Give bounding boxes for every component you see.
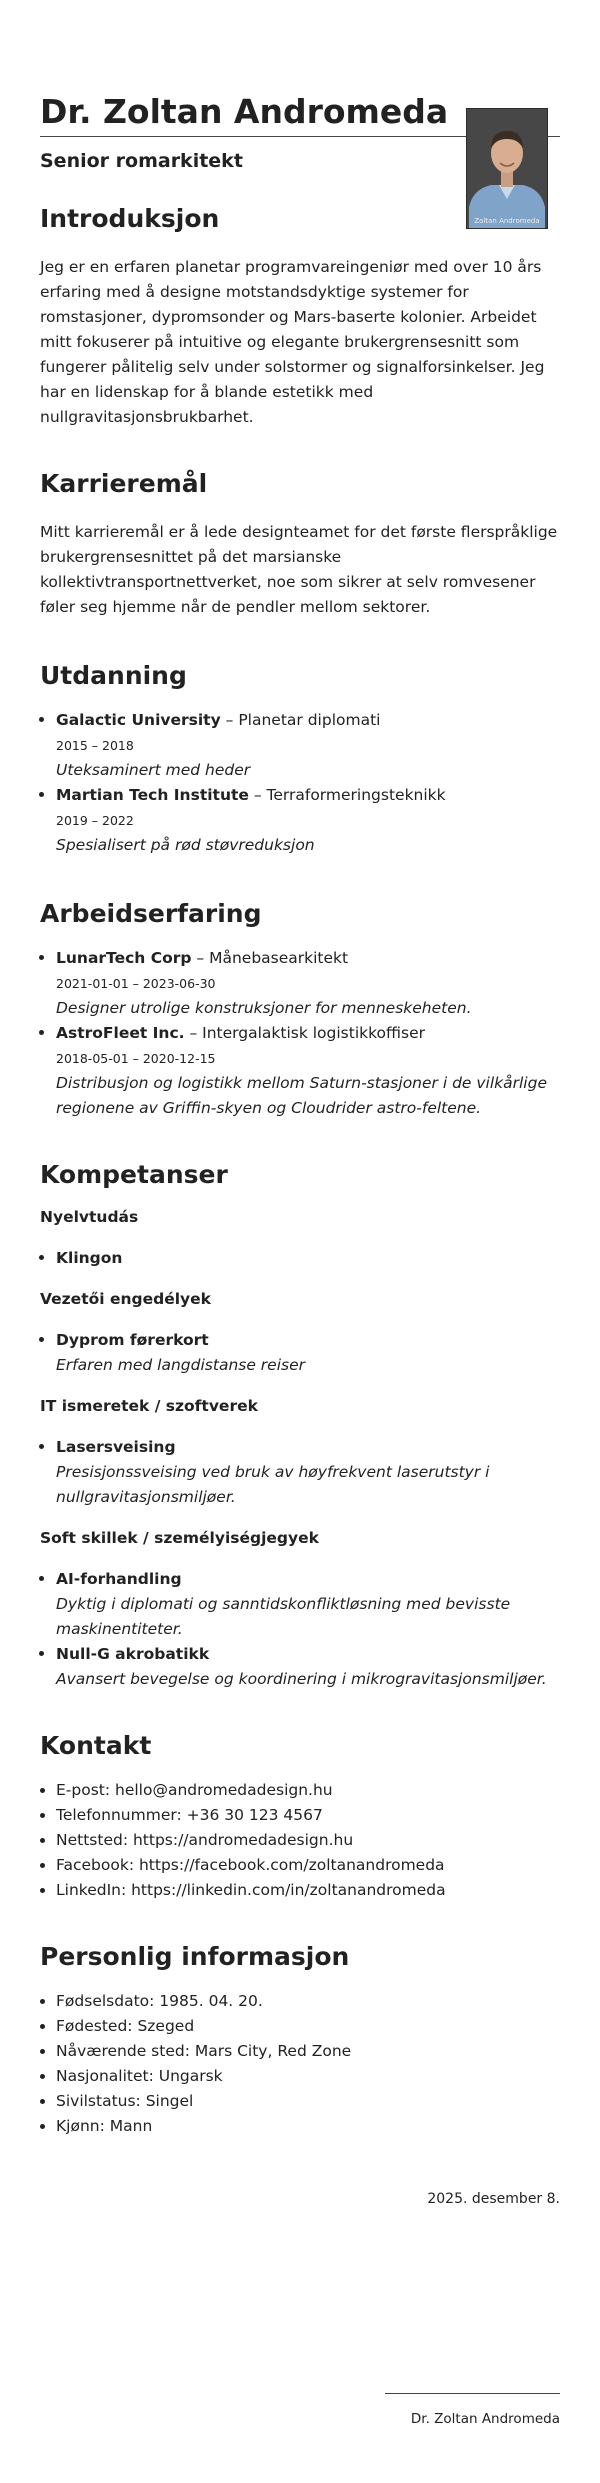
- role: – Intergalaktisk logistikkoffiser: [189, 1024, 425, 1042]
- current-location: • Nåværende sted: Mars City, Red Zone: [56, 2039, 560, 2064]
- goals-heading: Karrieremål: [40, 469, 208, 498]
- skill-group-title: Nyelvtudás: [40, 1208, 139, 1226]
- experience-heading: Arbeidserfaring: [40, 899, 262, 928]
- skill-list: [40, 1246, 560, 1271]
- contact-phone[interactable]: • Telefonnummer: +36 30 123 4567: [56, 1803, 560, 1828]
- skill-item: [56, 1435, 560, 1510]
- skill-list: [40, 1328, 560, 1378]
- education-heading: Utdanning: [40, 661, 187, 690]
- company-name: LunarTech Corp: [56, 949, 192, 967]
- skill-item: [56, 1642, 560, 1692]
- intro-text: Jeg er en erfaren planetar programvareingeniør med over 10 års erfaring med å designe motstandsdyktige systemer for romstasjoner, dypromsonder og Mars-baserte kolonier. Arbeidet mitt fokuserer på intuitive og elegante brukergrensesnitt som fungerer pålitelig selv under solstormer og signalforsinkelser. Jeg har en lidenskap for å blande estetikk med nullgravitasjonsbrukbarhet.: [40, 258, 545, 426]
- contact-facebook[interactable]: • Facebook: https://facebook.com/zoltanandromeda: [56, 1853, 560, 1878]
- education-list: [40, 708, 560, 858]
- experience-item: [56, 1021, 560, 1121]
- experience-list: [40, 946, 560, 1121]
- skill-note: Dyktig i diplomati og sanntidskonfliktløsning med bevisste maskinentiteter.: [56, 1595, 511, 1638]
- education-item: [56, 783, 560, 858]
- skill-name: Dyprom førerkort: [56, 1331, 209, 1349]
- profile-photo: [466, 108, 548, 229]
- education-note: Spesialisert på rød støvreduksjon: [56, 836, 315, 854]
- intro-heading: Introduksjon: [40, 204, 220, 233]
- experience-section: [40, 898, 560, 1121]
- personal-list: [40, 1989, 560, 2139]
- personal-section: [40, 1941, 560, 2139]
- experience-dates: 2021-01-01 – 2023-06-30: [56, 976, 216, 991]
- degree: – Planetar diplomati: [225, 711, 381, 729]
- skill-note: Presisjonssveising ved bruk av høyfrekvent laserutstyr i nullgravitasjonsmiljøer.: [56, 1463, 490, 1506]
- skill-group-title: Soft skillek / személyiségjegyek: [40, 1529, 319, 1547]
- skill-name: Lasersveising: [56, 1438, 176, 1456]
- skills-heading: Kompetanser: [40, 1160, 228, 1189]
- birth-place: • Fødested: Szeged: [56, 2014, 560, 2039]
- contact-list: [40, 1778, 560, 1903]
- skill-note: Avansert bevegelse og koordinering i mikrogravitasjonsmiljøer.: [56, 1670, 547, 1688]
- skill-item: [56, 1567, 560, 1642]
- job-title: Senior romarkitekt: [40, 150, 243, 172]
- gender: • Kjønn: Mann: [56, 2114, 560, 2139]
- education-note: Uteksaminert med heder: [56, 761, 251, 779]
- contact-website[interactable]: • Nettsted: https://andromedadesign.hu: [56, 1828, 560, 1853]
- experience-note: Distribusjon og logistikk mellom Saturn-stasjoner i de vilkårlige regionene av Griffin-skyen og Cloudrider astro-feltene.: [56, 1074, 547, 1117]
- skill-item: [56, 1246, 560, 1271]
- contact-linkedin[interactable]: • LinkedIn: https://linkedin.com/in/zoltanandromeda: [56, 1878, 560, 1903]
- school-name: Martian Tech Institute: [56, 786, 249, 804]
- goals-section: [40, 468, 560, 620]
- role: – Månebasearkitekt: [196, 949, 349, 967]
- education-section: [40, 660, 560, 858]
- goals-text: Mitt karrieremål er å lede designteamet for det første flerspråklige brukergrensesnittet på det marsianske kollektivtransportnettverket, noe som sikrer at selv romvesener føler seg hjemme når de pendler mellom sektorer.: [40, 523, 558, 616]
- document-date: 2025. desember 8.: [427, 2191, 560, 2207]
- skill-list: [40, 1567, 560, 1692]
- degree: – Terraformeringsteknikk: [253, 786, 446, 804]
- signature-name: Dr. Zoltan Andromeda: [410, 2411, 560, 2427]
- experience-dates: 2018-05-01 – 2020-12-15: [56, 1051, 216, 1066]
- contact-email[interactable]: • E-post: hello@andromedadesign.hu: [56, 1778, 560, 1803]
- birth-date: • Fødselsdato: 1985. 04. 20.: [56, 1989, 560, 2014]
- intro-section: [40, 203, 560, 430]
- marital-status: • Sivilstatus: Singel: [56, 2089, 560, 2114]
- company-name: AstroFleet Inc.: [56, 1024, 185, 1042]
- contact-section: [40, 1730, 560, 1903]
- nationality: • Nasjonalitet: Ungarsk: [56, 2064, 560, 2089]
- portrait-illustration: [467, 109, 547, 228]
- education-dates: 2015 – 2018: [56, 738, 134, 753]
- skill-item: [56, 1328, 560, 1378]
- experience-item: [56, 946, 560, 1021]
- skill-name: AI-forhandling: [56, 1570, 182, 1588]
- skills-section: [40, 1159, 560, 1692]
- signature-line: [385, 2393, 560, 2394]
- contact-heading: Kontakt: [40, 1731, 152, 1760]
- personal-heading: Personlig informasjon: [40, 1942, 350, 1971]
- photo-caption: Zoltan Andromeda: [474, 217, 540, 225]
- skill-group-title: IT ismeretek / szoftverek: [40, 1397, 258, 1415]
- skill-name: Klingon: [56, 1249, 123, 1267]
- education-item: [56, 708, 560, 783]
- school-name: Galactic University: [56, 711, 221, 729]
- skill-note: Erfaren med langdistanse reiser: [56, 1356, 306, 1374]
- person-name: Dr. Zoltan Andromeda: [40, 92, 449, 131]
- skill-list: [40, 1435, 560, 1510]
- experience-note: Designer utrolige konstruksjoner for menneskeheten.: [56, 999, 472, 1017]
- skill-group-title: Vezetői engedélyek: [40, 1290, 211, 1308]
- skill-name: Null-G akrobatikk: [56, 1645, 210, 1663]
- education-dates: 2019 – 2022: [56, 813, 134, 828]
